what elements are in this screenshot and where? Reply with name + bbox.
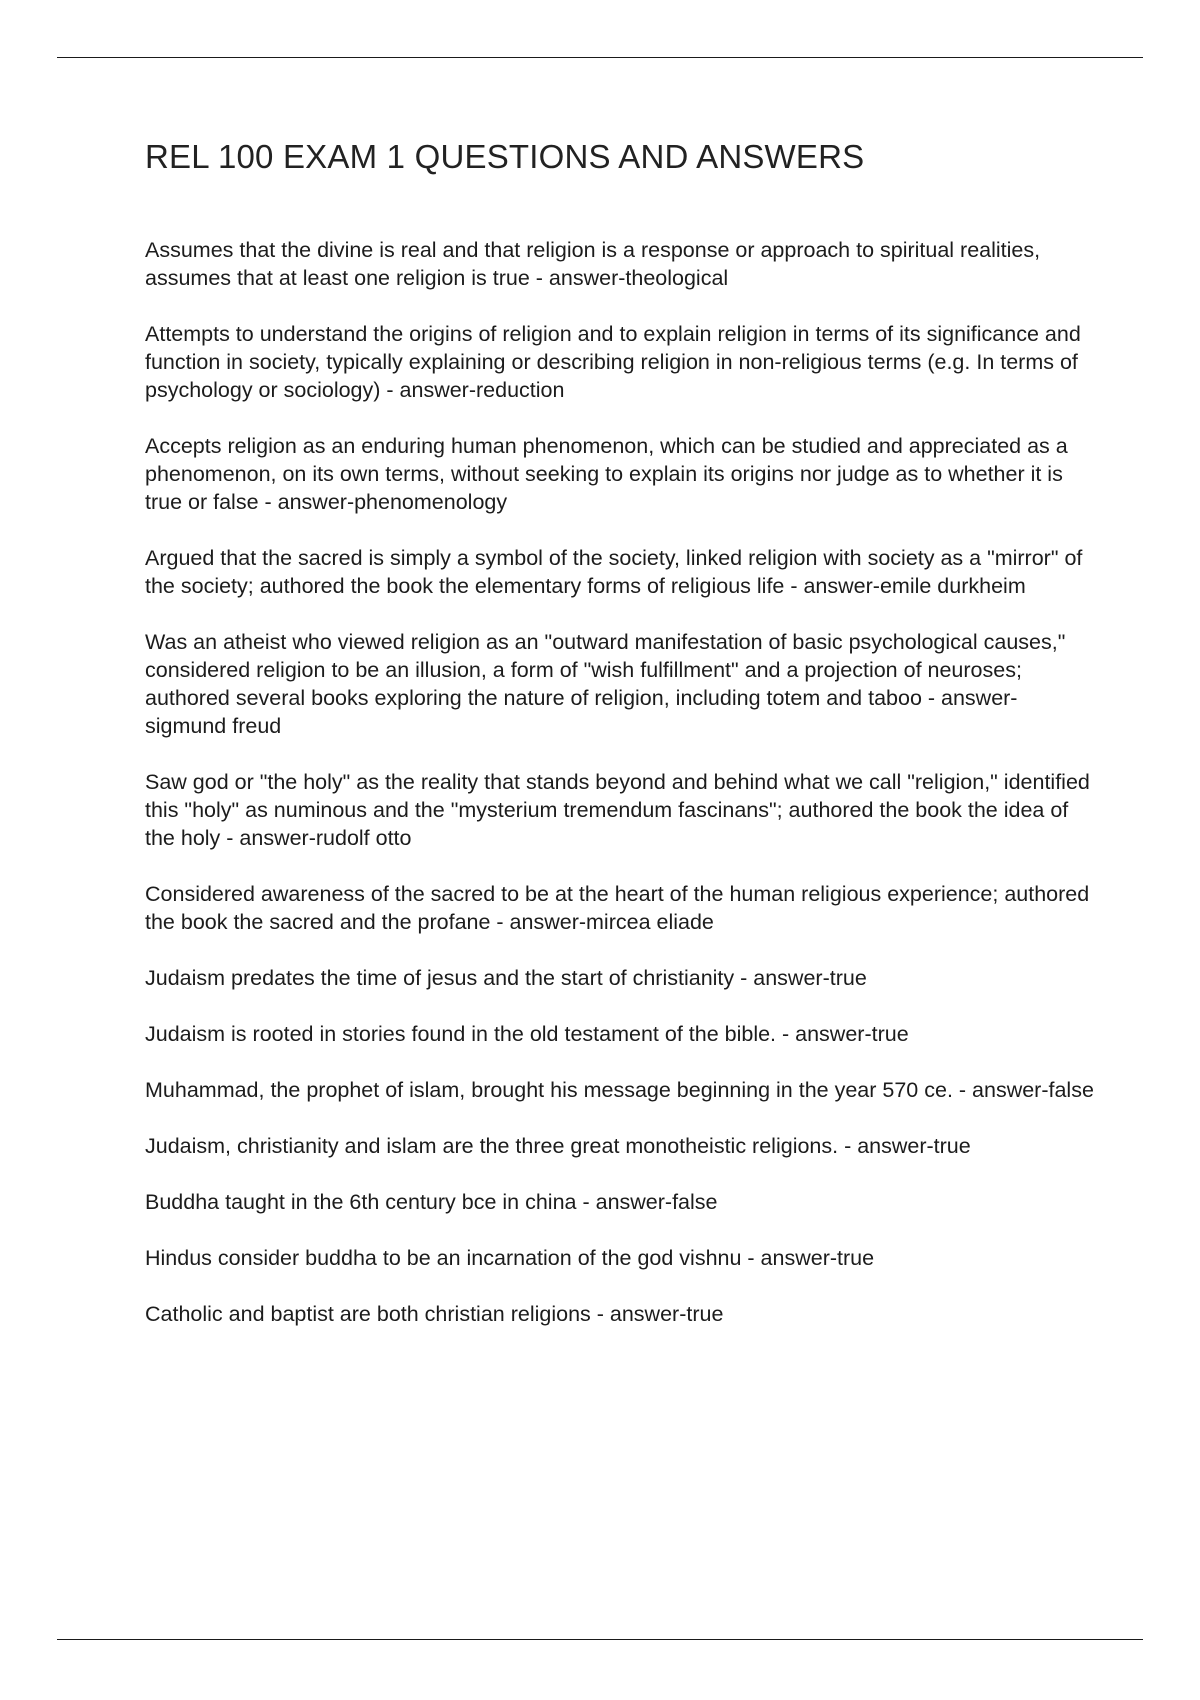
qa-item: Argued that the sacred is simply a symbol of the society, linked religion with society as a "mirror" of the society; authored the book the elementary forms of religious life - answer-emile durkheim (145, 546, 1083, 598)
qa-item: Accepts religion as an enduring human phenomenon, which can be studied and appreciated as a phenomenon, on its own terms, without seeking to explain its origins nor judge as to whether it is true or false - answer-phenomenology (145, 434, 1068, 514)
qa-item: Judaism predates the time of jesus and the start of christianity - answer-true (145, 966, 867, 990)
top-divider (57, 57, 1143, 58)
qa-item: Buddha taught in the 6th century bce in china - answer-false (145, 1190, 718, 1214)
qa-item: Attempts to understand the origins of religion and to explain religion in terms of its significance and function in society, typically explaining or describing religion in non-religious terms (e.g. In terms of psychology or sociology) - answer-reduction (145, 322, 1081, 402)
qa-item: Judaism is rooted in stories found in the old testament of the bible. - answer-true (145, 1022, 909, 1046)
qa-item: Considered awareness of the sacred to be at the heart of the human religious experience; authored the book the sacred and the profane - answer-mircea eliade (145, 882, 1090, 934)
qa-item: Muhammad, the prophet of islam, brought his message beginning in the year 570 ce. - answer-false (145, 1078, 1094, 1102)
qa-item: Assumes that the divine is real and that religion is a response or approach to spiritual realities, assumes that at least one religion is true - answer-theological (145, 238, 1041, 290)
qa-item: Catholic and baptist are both christian religions - answer-true (145, 1302, 724, 1326)
document-body (145, 138, 1095, 1356)
document-title: REL 100 EXAM 1 QUESTIONS AND ANSWERS (145, 138, 865, 175)
qa-item: Judaism, christianity and islam are the three great monotheistic religions. - answer-true (145, 1134, 971, 1158)
qa-item: Was an atheist who viewed religion as an "outward manifestation of basic psychological causes," considered religion to be an illusion, a form of "wish fulfillment" and a projection of neuroses; authored several books exploring the nature of religion, including totem and taboo - answer-sigmund freud (145, 630, 1066, 738)
qa-item: Hindus consider buddha to be an incarnation of the god vishnu - answer-true (145, 1246, 875, 1270)
qa-item: Saw god or "the holy" as the reality that stands beyond and behind what we call "religion," identified this "holy" as numinous and the "mysterium tremendum fascinans"; authored the book the idea of the holy - answer-rudolf otto (145, 770, 1090, 850)
bottom-divider (57, 1639, 1143, 1640)
